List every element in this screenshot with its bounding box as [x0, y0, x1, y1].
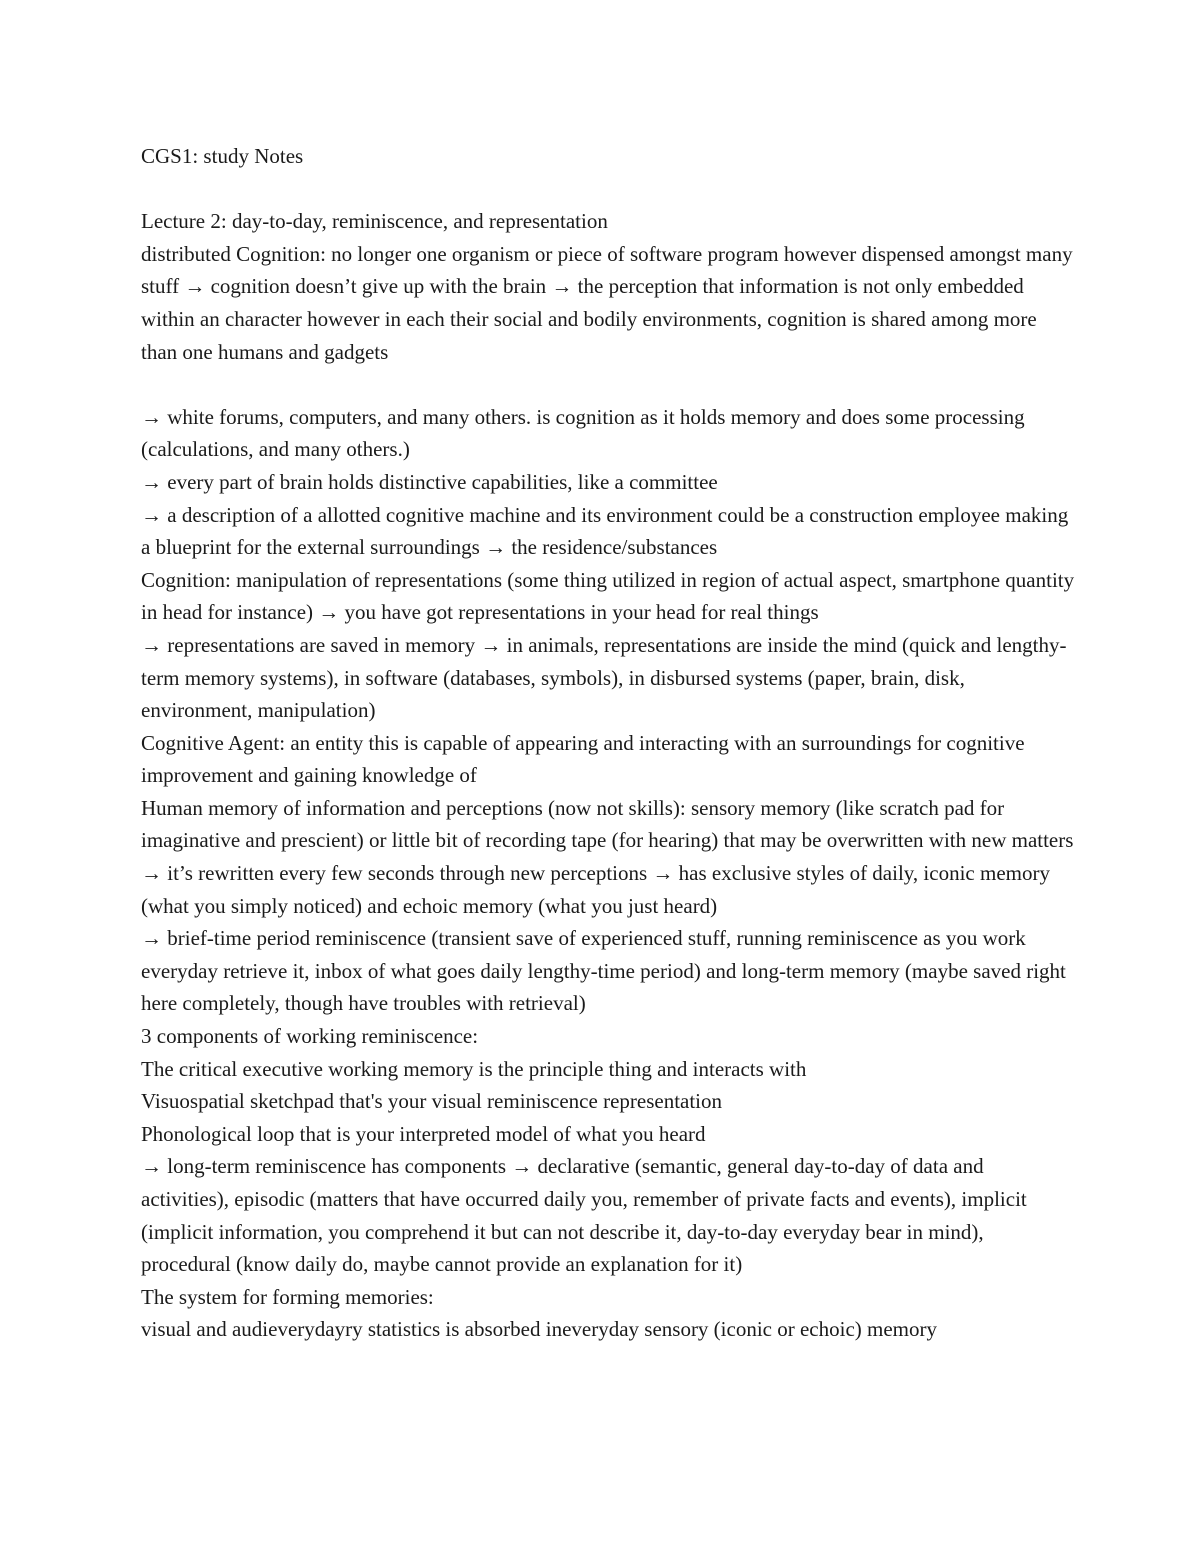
- paragraph: → a description of a allotted cognitive machine and its environment could be a construction employee making a blueprint for the external surroundings → the residence/substances: [141, 502, 1069, 560]
- paragraph: → brief-time period reminiscence (transient save of experienced stuff, running reminiscence as you work everyday retrieve it, inbox of what goes daily lengthy-time period) and long-term memory (maybe saved right here completely, though have troubles with retrieval): [141, 926, 1066, 1016]
- paragraph: Cognitive Agent: an entity this is capable of appearing and interacting with an surroundings for cognitive improvement and gaining knowledge of: [141, 730, 1025, 788]
- paragraph: Visuospatial sketchpad that's your visual reminiscence representation: [141, 1089, 723, 1114]
- blank-line: [141, 368, 1076, 401]
- paragraph: Phonological loop that is your interpreted model of what you heard: [141, 1121, 706, 1146]
- paragraph: → representations are saved in memory → in animals, representations are inside the mind (quick and lengthy-term memory systems), in software (databases, symbols), in disbursed systems (paper, brain, disk, environment, manipulation): [141, 632, 1067, 723]
- document-title: CGS1: study Notes: [141, 144, 304, 168]
- paragraph: The critical executive working memory is the principle thing and interacts with: [141, 1056, 807, 1081]
- paragraph: → every part of brain holds distinctive capabilities, like a committee: [141, 469, 718, 494]
- blank-line: [141, 173, 1076, 206]
- paragraph: → white forums, computers, and many others. is cognition as it holds memory and does some processing (calculations, and many others.): [141, 404, 1025, 462]
- paragraph: 3 components of working reminiscence:: [141, 1024, 479, 1049]
- paragraph: The system for forming memories:: [141, 1284, 434, 1309]
- paragraph: Human memory of information and perceptions (now not skills): sensory memory (like scratch pad for imaginative and prescient) or little bit of recording tape (for hearing) that may be overwritten with new matters → it’s rewritten every few seconds through new perceptions → has exclusive styles of daily, iconic memory (what you simply noticed) and echoic memory (what you just heard): [141, 795, 1074, 918]
- paragraph: visual and audieverydayry statistics is absorbed ineveryday sensory (iconic or echoic) memory: [141, 1317, 938, 1342]
- paragraph: Cognition: manipulation of representations (some thing utilized in region of actual aspect, smartphone quantity in head for instance) → you have got representations in your head for real things: [141, 567, 1075, 625]
- paragraph: distributed Cognition: no longer one organism or piece of software program however dispensed amongst many stuff → cognition doesn’t give up with the brain → the perception that information is not only embedded within an character however in each their social and bodily environments, cognition is shared among more than one humans and gadgets: [141, 241, 1073, 364]
- lecture-heading: Lecture 2: day-to-day, reminiscence, and representation: [141, 209, 608, 234]
- document-body: [141, 140, 1076, 1346]
- paragraph: → long-term reminiscence has components → declarative (semantic, general day-to-day of data and activities), episodic (matters that have occurred daily you, remember of private facts and events), implicit (implicit information, you comprehend it but can not describe it, day-to-day everyday bear in mind), procedural (know daily do, maybe cannot provide an explanation for it): [141, 1154, 1027, 1277]
